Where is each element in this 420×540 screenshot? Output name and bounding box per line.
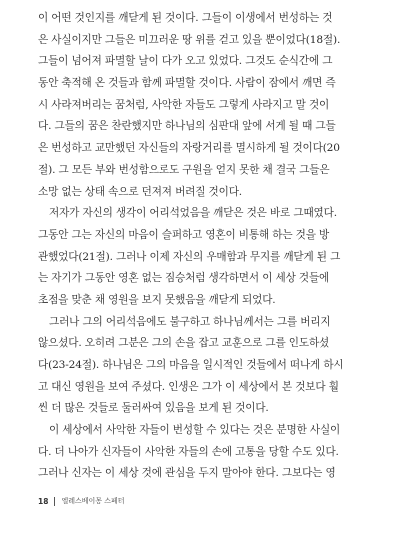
- text-line: 씬 더 많은 것들로 둘러싸여 있음을 보게 된 것이다.: [38, 402, 269, 415]
- text-line: 그러나 신자는 이 세상 것에 관심을 두지 말아야 한다. 그보다는 영: [38, 467, 336, 480]
- text-line: 그들이 넘어져 파멸할 날이 다가 오고 있었다. 그것도 순식간에 그: [38, 55, 333, 68]
- text-line: 동안 축적해 온 것들과 함께 파멸할 것이다. 사람이 잠에서 깨면 즉: [38, 77, 336, 90]
- text-line: 다(23-24절). 하나님은 그의 마음을 일시적인 것들에서 떠나게 하시: [38, 359, 344, 371]
- text-line: 이 어떤 것인지를 깨닫게 된 것이다. 그들이 이생에서 번성하는 것: [38, 12, 333, 24]
- text-line: 은 번성하고 교만했던 자신들의 자랑거리를 멸시하게 될 것이다(20: [38, 142, 340, 155]
- page-footer: [38, 496, 125, 506]
- running-book-title: 엘레스베이몽 스페터: [61, 497, 125, 505]
- text-line: 관했었다(21절). 그러나 이제 자신의 우매함과 무지를 깨닫게 된 그: [38, 250, 341, 263]
- paragraph-start-line: 그러나 그의 어리석음에도 불구하고 하나님께서는 그를 버리지: [49, 315, 331, 328]
- text-line: 않으셨다. 오히려 그분은 그의 손을 잡고 교훈으로 그를 인도하셨: [38, 337, 330, 350]
- text-line: 절). 그 모든 부와 번성함으로도 구원을 얻지 못한 채 결국 그들은: [38, 163, 330, 176]
- page-number: 18: [38, 496, 49, 506]
- text-line: 다. 더 나아가 신자들이 사악한 자들의 손에 고통을 당할 수도 있다.: [38, 445, 339, 458]
- footer-divider: [54, 497, 55, 506]
- text-line: 시 사라져버리는 꿈처럼, 사악한 자들도 그렇게 사라지고 말 것이: [38, 98, 330, 111]
- paragraph-start-line: 이 세상에서 사악한 자들이 번성할 수 있다는 것은 분명한 사실이: [49, 424, 341, 437]
- text-line: 고 대신 영원을 보여 주셨다. 인생은 그가 이 세상에서 본 것보다 훨: [38, 380, 339, 393]
- text-line: 는 자기가 그동안 영혼 없는 짐승처럼 생각하면서 이 세상 것들에: [38, 272, 330, 285]
- text-line: 그동안 그는 자신의 마음이 슬퍼하고 영혼이 비통해 하는 것을 방: [38, 228, 330, 241]
- body-text: [38, 8, 382, 485]
- text-line: 다. 그들의 꿈은 찬란했지만 하나님의 심판대 앞에 서게 될 때 그들: [38, 120, 336, 133]
- text-line: 은 사실이지만 그들은 미끄러운 땅 위를 걷고 있을 뿐이었다(18절).: [38, 33, 341, 46]
- text-line: 소망 없는 상태 속으로 던져져 버려질 것이다.: [38, 185, 243, 198]
- paragraph-start-line: 저자가 자신의 생각이 어리석었음을 깨닫은 것은 바로 그때였다.: [49, 207, 337, 220]
- text-line: 초점을 맞춘 채 영원을 보지 못했음을 깨닫게 되었다.: [38, 293, 276, 306]
